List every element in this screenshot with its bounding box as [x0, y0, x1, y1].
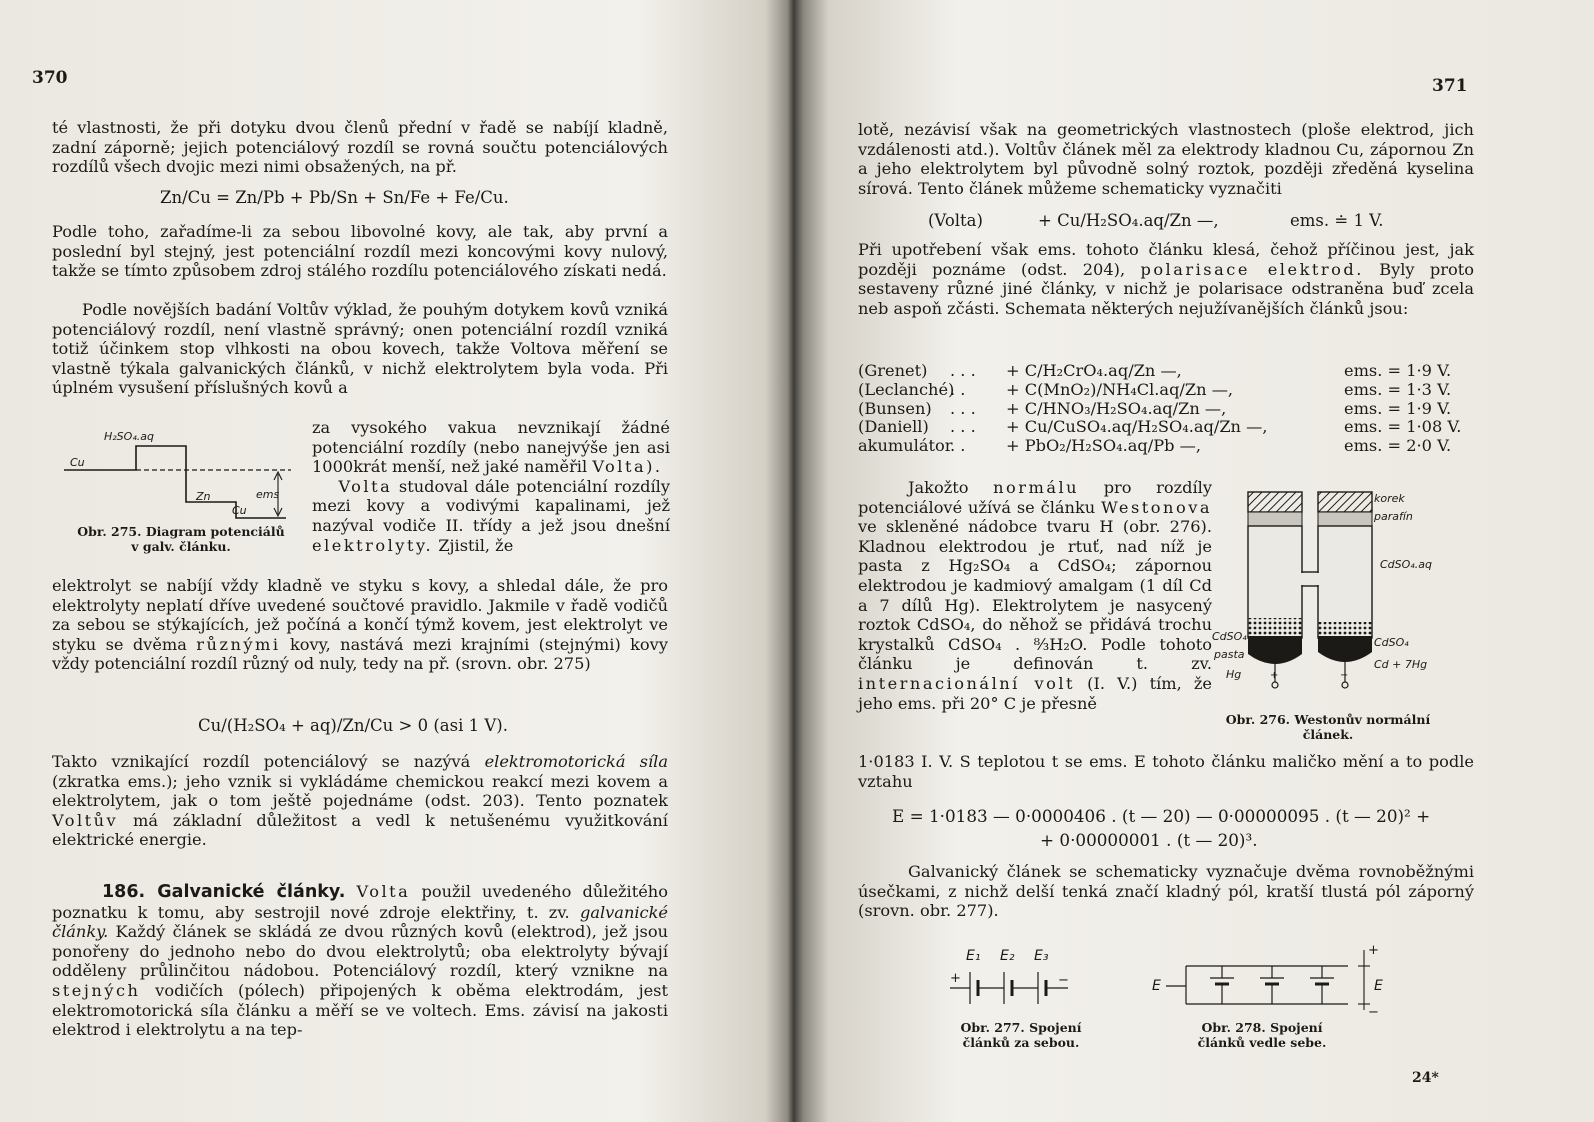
right-paragraph-3 [858, 478, 1212, 713]
volta-name: (Volta) [928, 211, 983, 230]
cell-dots: . . . [950, 417, 976, 437]
fig276-cork-label: korek [1374, 492, 1405, 505]
right-paragraph-3-a: Jakožto [908, 478, 969, 497]
paragraph-4-rest [52, 576, 668, 674]
paragraph-4-spaced-word: elektrolyty. [312, 535, 434, 555]
signature-mark: 24* [1412, 1070, 1439, 1086]
figure-275-caption-line2: v galv. článku. [131, 539, 231, 554]
svg-text:+: + [1270, 670, 1279, 681]
equation-3-line2: + 0·00000001 . (t — 20)³. [1040, 830, 1258, 850]
cell-name: (Leclanché) [858, 379, 955, 399]
paragraph-5-b: (zkratka ems.); jeho vznik si vykládáme chemickou reakcí mezi kovem a elektrolytem, jak o tom ještě pojednáme (odst. 203). Tento poznatek [52, 771, 668, 811]
fig275-zn-label: Zn [196, 490, 211, 503]
paragraph-2: Podle toho, zařadíme-li za sebou libovolné kovy, ale tak, aby první a poslední byl stejný, jest potenciální rozdíl mezi koncovými kovy nulový, takže se tímto způsobem zdroj stálého rozdílu potenciálového získati nedá. [52, 222, 668, 281]
equation-3-line1: E = 1·0183 — 0·0000406 . (t — 20) — 0·00000095 . (t — 20)² + [892, 806, 1431, 826]
figure-275 [56, 424, 306, 574]
paragraph-5-term: elektromotorická síla [484, 752, 668, 771]
cell-dots: . . . [950, 361, 976, 380]
cell-dots: . . . [950, 398, 976, 418]
right-paragraph-3-e: 1·0183 I. V. S teplotou t se ems. E tohoto článku maličko mění a to podle vztahu [858, 752, 1474, 791]
svg-text:−: − [1058, 973, 1069, 988]
fig276-amalgam-label: Cd + 7Hg [1374, 658, 1428, 671]
section-text-c: vodičích (pólech) připojených k oběma elektrodám, jest elektromotorická síla článku a měří se ve voltech. Ems. závisí na jakosti elektrod i elektrolytu a na tep- [52, 980, 668, 1040]
cell-name: (Grenet) [858, 361, 928, 380]
polarisation-term: polarisace elektrod. [1140, 259, 1364, 279]
figure-277-diagram [946, 944, 1106, 1014]
paragraph-4-volta: Volta [338, 476, 393, 496]
fig276-cdso4-right-label: CdSO₄ [1374, 636, 1409, 649]
cell-name: (Bunsen) [858, 398, 932, 418]
svg-text:+: + [950, 971, 961, 986]
fig275-cu-left-label: Cu [70, 456, 85, 469]
paragraph-5 [52, 752, 668, 850]
figure-278-caption [1152, 1020, 1372, 1050]
svg-text:E: E [1374, 978, 1383, 994]
cell-row [858, 381, 1478, 400]
cell-ems: ems. = 1·3 V. [1344, 379, 1452, 399]
fig277-e3-label: E₃ [1034, 948, 1049, 964]
cell-row [858, 400, 1478, 419]
figure-276-diagram [1208, 486, 1478, 706]
equation-2: Cu/(H₂SO₄ + aq)/Zn/Cu > 0 (asi 1 V). [198, 716, 508, 735]
right-paragraph-3-c: ve skleněné nádobce tvaru H (obr. 276). Kladnou elektrodou je rtuť, nad níž je pasta z Hg₂SO₄ a CdSO₄; zápornou elektrodou je kadmiový amalgam (1 díl Cd a 7 dílů Hg). Elektrolytem je nasycený roztok CdSO₄, do něhož se přidává trochu krystalků CdSO₄ . ⁸⁄₃H₂O. Podle tohoto článku je definován t. zv. [858, 517, 1212, 674]
section-186 [52, 882, 668, 1040]
equation-1: Zn/Cu = Zn/Pb + Pb/Sn + Sn/Fe + Fe/Cu. [160, 188, 509, 207]
cell-row [858, 437, 1478, 456]
figure-276-caption-line1: Obr. 276. Westonův normální [1225, 712, 1431, 727]
cell-formula: + C/HNO₃/H₂SO₄.aq/Zn —, [1006, 398, 1227, 418]
paragraph-5-c: má základní důležitost a vedl k netušenému využitkování elektrické energie. [52, 810, 668, 850]
paragraph-4-spaced-2: různými [196, 634, 281, 654]
weston-term: Westonova [1101, 497, 1212, 517]
cell-formula: + C(MnO₂)/NH₄Cl.aq/Zn —, [1006, 379, 1234, 399]
cell-formula: + Cu/CuSO₄.aq/H₂SO₄.aq/Zn —, [1006, 417, 1268, 437]
section-term: galvanické články. [52, 902, 668, 942]
fig275-cu-right-label: Cu [232, 504, 247, 517]
figure-277-caption [936, 1020, 1106, 1050]
figure-275-diagram [56, 424, 306, 534]
fig275-solution-label: H₂SO₄.aq [104, 430, 154, 443]
paragraph-3-side [312, 418, 670, 555]
paragraph-3-side-spaced: Volta). [592, 457, 663, 477]
svg-text:−: − [1368, 1005, 1379, 1020]
cell-dots: . . [950, 379, 966, 399]
fig276-hg-label: Hg [1226, 668, 1242, 681]
cell-row [858, 362, 1478, 381]
paragraph-3-side-text: za vysokého vakua nevznikají žádné potenciální rozdíly (nebo nanejvýše jen asi 1000krát menší, než jaké naměřil [312, 418, 670, 477]
paragraph-4-end: kovy, nastává mezi krajními (stejnými) kovy vždy potenciální rozdíl různý od nuly, tedy na př. (srovn. obr. 275) [52, 634, 668, 674]
fig276-cdso4aq-label: CdSO₄.aq [1380, 558, 1432, 571]
cell-dots: . . [950, 436, 966, 456]
paragraph-5-a: Takto vznikající rozdíl potenciálový se nazývá [52, 752, 471, 771]
cell-ems: ems. = 1·08 V. [1344, 417, 1462, 437]
paragraph-4-tail: Zjistil, že [438, 535, 514, 555]
cell-ems: ems. = 2·0 V. [1344, 436, 1452, 456]
page-number-left: 370 [32, 68, 68, 88]
right-paragraph-3-b: pro rozdíly potenciálové užívá se článku [858, 478, 1212, 517]
figure-278 [1152, 944, 1402, 1064]
fig276-paraffin-label: parafín [1374, 510, 1413, 523]
figure-276-caption [1208, 712, 1448, 742]
cell-name: (Daniell) [858, 417, 929, 437]
right-page [800, 0, 1594, 1122]
right-paragraph-3-d: (I. V.) tím, že jeho ems. při 20° C je přesně [858, 673, 1212, 713]
section-volta: Volta [356, 882, 411, 901]
international-volt-term: internacionální volt [858, 673, 1076, 693]
paragraph-1: té vlastnosti, že při dotyku dvou členů přední v řadě se nabíjí kladně, zadní záporně; jejich potenciálový rozdíl se rovná součtu potenciálových rozdílů všech dvojic mezi nimi obsažených, na př. [52, 118, 668, 177]
normal-term: normálu [993, 478, 1080, 497]
figure-276 [1208, 486, 1478, 748]
cell-formula: + PbO₂/H₂SO₄.aq/Pb —, [1006, 436, 1201, 456]
figure-275-caption [56, 524, 306, 554]
paragraph-5-spaced: Voltův [52, 810, 119, 830]
section-heading: 186. Galvanické články. [102, 882, 346, 902]
svg-text:+: + [1368, 943, 1379, 958]
figure-277-caption-line2: článků za sebou. [962, 1035, 1080, 1050]
cell-formula: + C/H₂CrO₄.aq/Zn —, [1006, 361, 1182, 380]
figure-276-caption-line2: článek. [1302, 727, 1354, 742]
figure-277 [946, 944, 1106, 1064]
right-paragraph-4: Galvanický článek se schematicky vyznačuje dvěma rovnoběžnými úsečkami, z nichž delší tenká značí kladný pól, kratší tlustá pól záporný (srovn. obr. 277). [858, 862, 1474, 921]
paragraph-3: Podle novějších badání Voltův výklad, že pouhým dotykem kovů vzniká potenciálový rozdíl, není vlastně správný; onen potenciální rozdíl vzniká totiž účinkem stop vlhkosti na obou kovech, takže Voltova měření se vlastně týkala galvanických článků, v nichž elektrolytem byla voda. Při úplném vysušení příslušných kovů a [52, 300, 668, 398]
figure-275-caption-line1: Obr. 275. Diagram potenciálů [77, 524, 285, 539]
right-paragraph-1: lotě, nezávisí však na geometrických vlastnostech (ploše elektrod, jich vzdálenosti atd.). Voltův článek měl za elektrody kladnou Cu, zápornou Zn a jeho elektrolytem byl původně solný roztok, později zředěná kyselina sírová. Tento článek můžeme schematicky vyznačiti [858, 120, 1474, 198]
volta-ems: ems. ≐ 1 V. [1290, 211, 1384, 230]
cell-ems: ems. = 1·9 V. [1344, 398, 1452, 418]
fig275-ems-label: ems [256, 488, 280, 501]
paragraph-4-side-text: studoval dále potenciální rozdíly mezi kovy a vodivými kapalinami, jež nazýval vodiče II. třídy a jež jsou dnešní [312, 476, 670, 535]
fig276-pasta-label: pasta [1214, 648, 1245, 661]
volta-formula: + Cu/H₂SO₄.aq/Zn —, [1038, 211, 1219, 230]
fig277-e2-label: E₂ [1000, 948, 1015, 964]
paragraph-4-rest-text: elektrolyt se nabíjí vždy kladně ve styku s kovy, a shledal dále, že pro elektrolyty neplatí dříve uvedené součtové pravidlo. Jakmile v řadě vodičů za sebou se stýkajících, jež počíná a končí týmž kovem, jest elektrolyt ve styku se dvěma [52, 576, 668, 654]
right-paragraph-2 [858, 240, 1474, 318]
cell-name: akumulátor [858, 436, 953, 456]
figure-277-caption-line1: Obr. 277. Spojení [960, 1020, 1082, 1035]
section-spaced-2: stejných [52, 980, 141, 1000]
figure-278-caption-line2: článků vedle sebe. [1197, 1035, 1327, 1050]
right-paragraph-2-b: Byly proto sestaveny různé jiné články, v nichž je polarisace odstraněna buď zcela neb aspoň zčásti. Schemata některých nejužívanějších článků jsou: [858, 259, 1474, 318]
cell-ems: ems. = 1·9 V. [1344, 361, 1452, 380]
svg-text:−: − [1340, 670, 1349, 681]
section-text-b: Každý článek se skládá ze dvou různých kovů (elektrod), jež jsou ponořeny do jednoho nebo do dvou elektrolytů; oba elektrolyty bývají odděleny průlinčitou nádobou. Potenciálový rozdíl, který vznikne na [52, 922, 668, 981]
fig277-e1-label: E₁ [966, 948, 981, 964]
section-text-a: použil uvedeného důležitého poznatku k tomu, aby sestrojil nové zdroje elektřiny, t. zv. [52, 882, 668, 922]
cell-schemata-table [858, 362, 1478, 456]
page-number-right: 371 [1432, 76, 1468, 96]
right-paragraph-2-a: Při upotřebení však ems. tohoto článku klesá, čehož příčinou jest, jak později poznáme (odst. 204), [858, 240, 1474, 279]
cell-row [858, 418, 1478, 437]
fig278-e-label: E [1152, 978, 1161, 994]
fig276-cdso4-left-label: CdSO₄ [1212, 630, 1247, 643]
figure-278-caption-line1: Obr. 278. Spojení [1201, 1020, 1323, 1035]
left-page [0, 0, 760, 1122]
figure-278-diagram [1152, 943, 1402, 1020]
